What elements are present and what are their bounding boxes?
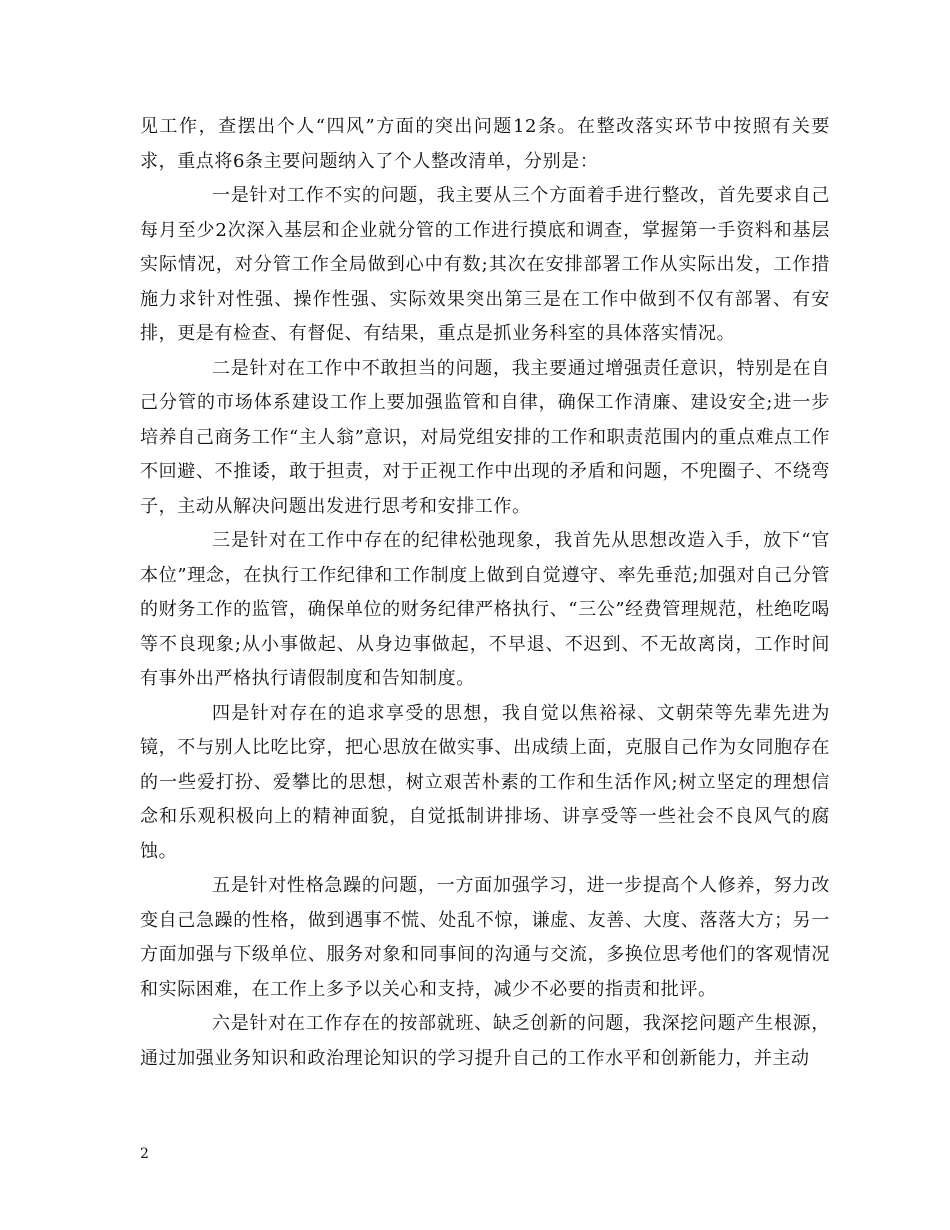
- paragraph-item-3: 三是针对在工作中存在的纪律松弛现象，我首先从思想改造入手，放下“官本位”理念，在执行工作纪律和工作制度上做到自觉遵守、率先垂范;加强对自己分管的财务工作的监管，确保单位的财务纪律严格执行、“三公”经费管理规范，杜绝吃喝等不良现象;从小事做起、从身边事做起，不早退、不迟到、不无故离岗，工作时间有事外出严格执行请假制度和告知制度。: [140, 530, 830, 689]
- paragraph-item-1: 一是针对工作不实的问题，我主要从三个方面着手进行整改，首先要求自己每月至少2次深入基层和企业就分管的工作进行摸底和调查，掌握第一手资料和基层实际情况，对分管工作全局做到心中有数;其次在安排部署工作从实际出发，工作措施力求针对性强、操作性强、实际效果突出第三是在工作中做到不仅有部署、有安排，更是有检查、有督促、有结果，重点是抓业务科室的具体落实情况。: [140, 185, 830, 344]
- paragraph-item-6: 六是针对在工作存在的按部就班、缺乏创新的问题，我深挖问题产生根源，通过加强业务知识和政治理论知识的学习提升自己的工作水平和创新能力，并主动: [140, 1013, 830, 1069]
- page-number: 2: [140, 1146, 149, 1162]
- paragraph-continuation: 见工作，查摆出个人“四风”方面的突出问题12条。在整改落实环节中按照有关要求，重点将6条主要问题纳入了个人整改清单，分别是：: [140, 116, 830, 172]
- paragraph-item-5: 五是针对性格急躁的问题，一方面加强学习，进一步提高个人修养，努力改变自己急躁的性格，做到遇事不慌、处乱不惊，谦虚、友善、大度、落落大方；另一方面加强与下级单位、服务对象和同事间的沟通与交流，多换位思考他们的客观情况和实际困难，在工作上多予以关心和支持，减少不必要的指责和批评。: [140, 875, 830, 1000]
- paragraph-item-4: 四是针对存在的追求享受的思想，我自觉以焦裕禄、文朝荣等先辈先进为镜，不与别人比吃比穿，把心思放在做实事、出成绩上面，克服自己作为女同胞存在的一些爱打扮、爱攀比的思想，树立艰苦朴素的工作和生活作风;树立坚定的理想信念和乐观积极向上的精神面貌，自觉抵制讲排场、讲享受等一些社会不良风气的腐蚀。: [140, 702, 830, 862]
- document-body: [140, 110, 830, 1076]
- paragraph-item-2: 二是针对在工作中不敢担当的问题，我主要通过增强责任意识，特别是在自己分管的市场体系建设工作上要加强监管和自律，确保工作清廉、建设安全;进一步培养自己商务工作“主人翁”意识，对局党组安排的工作和职责范围内的重点难点工作不回避、不推诿，敢于担责，对于正视工作中出现的矛盾和问题，不兜圈子、不绕弯子，主动从解决问题出发进行思考和安排工作。: [140, 357, 830, 517]
